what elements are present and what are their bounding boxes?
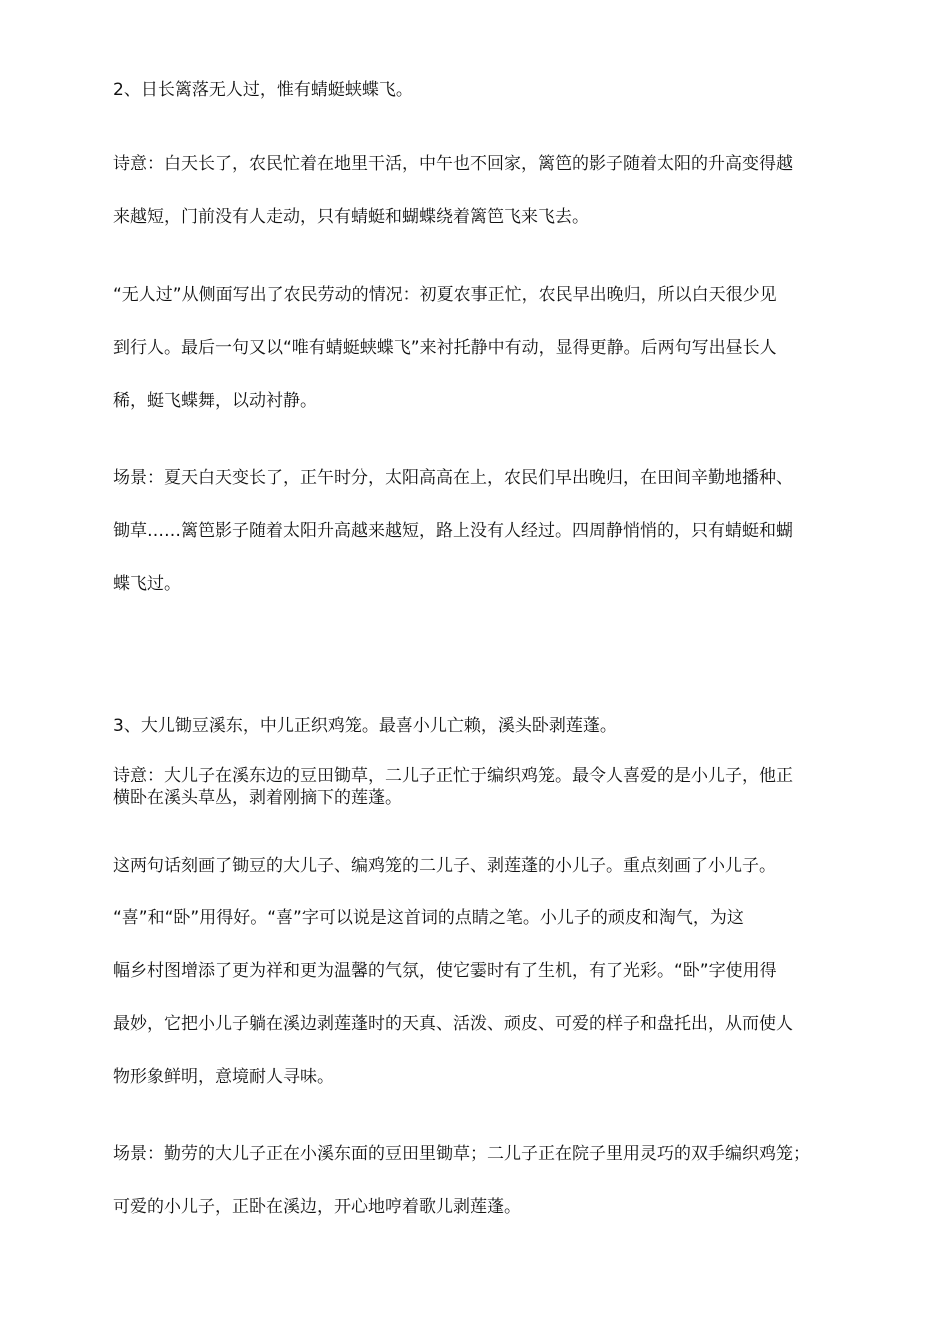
section-2-analysis-line-1: “无人过”从侧面写出了农民劳动的情况：初夏农事正忙，农民早出晚归，所以白天很少见 [113,285,777,305]
section-3-analysis-line-3: 幅乡村图增添了更为祥和更为温馨的气氛，使它霎时有了生机，有了光彩。“卧”字使用得 [113,961,777,981]
section-2-scene-line-2: 锄草……篱笆影子随着太阳升高越来越短，路上没有人经过。四周静悄悄的，只有蜻蜓和蝴 [113,521,793,541]
section-2-scene-line-1: 场景：夏天白天变长了，正午时分，太阳高高在上，农民们早出晚归，在田间辛勤地播种、 [113,468,793,488]
section-2-analysis-line-3: 稀，蜓飞蝶舞，以动衬静。 [113,391,317,411]
section-3-scene-line-2: 可爱的小儿子，正卧在溪边，开心地哼着歌儿剥莲蓬。 [113,1197,521,1217]
section-2-heading: 2、日长篱落无人过，惟有蜻蜓蛱蝶飞。 [113,80,413,100]
section-2-meaning-line-1: 诗意：白天长了，农民忙着在地里干活，中午也不回家，篱笆的影子随着太阳的升高变得越 [113,154,793,174]
section-3-analysis-line-2: “喜”和“卧”用得好。“喜”字可以说是这首词的点睛之笔。小儿子的顽皮和淘气，为这 [113,908,744,928]
section-3-analysis-line-1: 这两句话刻画了锄豆的大儿子、编鸡笼的二儿子、剥莲蓬的小儿子。重点刻画了小儿子。 [113,856,776,876]
section-3-scene-line-1: 场景：勤劳的大儿子正在小溪东面的豆田里锄草；二儿子正在院子里用灵巧的双手编织鸡笼； [113,1144,810,1164]
section-3-analysis-line-5: 物形象鲜明，意境耐人寻味。 [113,1067,334,1087]
section-3-meaning-line-2: 横卧在溪头草丛，剥着刚摘下的莲蓬。 [113,788,402,808]
section-2-analysis-line-2: 到行人。最后一句又以“唯有蜻蜓蛱蝶飞”来衬托静中有动，显得更静。后两句写出昼长人 [113,338,777,358]
section-3-heading: 3、大儿锄豆溪东，中儿正织鸡笼。最喜小儿亡赖，溪头卧剥莲蓬。 [113,716,617,736]
section-2-meaning-line-2: 来越短，门前没有人走动，只有蜻蜓和蝴蝶绕着篱笆飞来飞去。 [113,207,589,227]
section-2-scene-line-3: 蝶飞过。 [113,574,181,594]
section-3-meaning-line-1: 诗意：大儿子在溪东边的豆田锄草，二儿子正忙于编织鸡笼。最令人喜爱的是小儿子，他正 [113,766,793,786]
section-3-analysis-line-4: 最妙，它把小儿子躺在溪边剥莲蓬时的天真、活泼、顽皮、可爱的样子和盘托出，从而使人 [113,1014,793,1034]
